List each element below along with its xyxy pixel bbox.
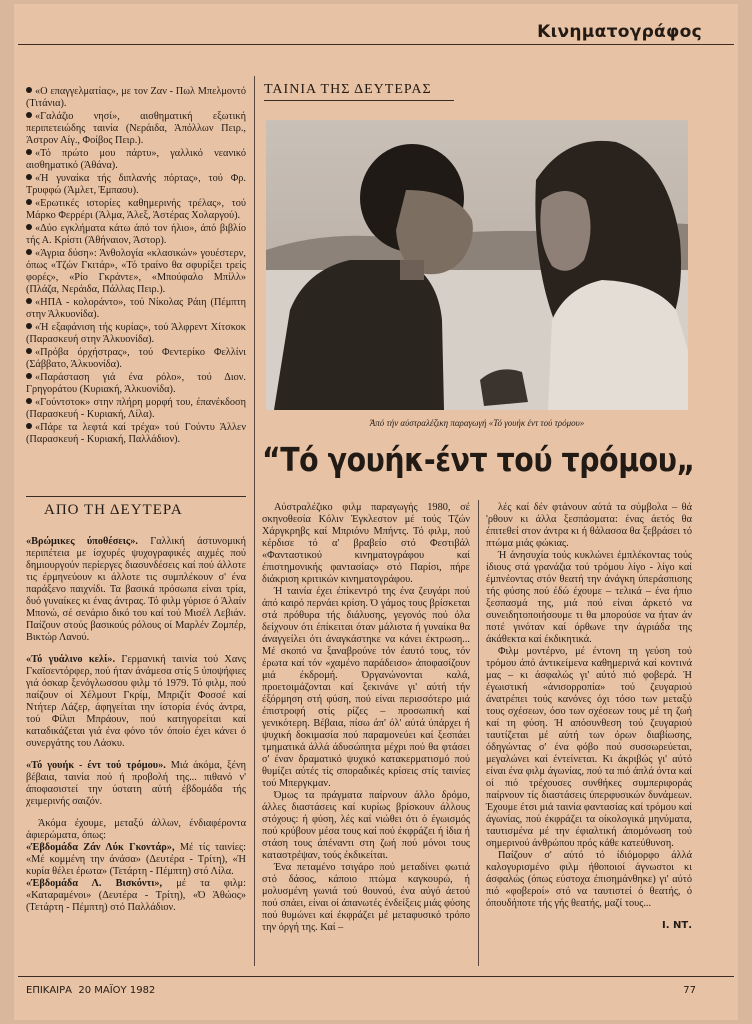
apo-paragraph xyxy=(26,760,246,808)
article-paragraph: Ή άνησυχία τούς κυκλώνει έμπλέκοντας τούς ίδιους στά γρανάζια τού τρόμου λίγο - λίγο καί έμπνέοντας στόν θεατή την άνάγκη ύπεράσπισης τής φύσης πού έδώ έχουμε – τελικά – ένα ήπιο ξεσπασμά της, μιά πού είναι άρκετό να συνειδητοποιήσουμε τι θα μπορούσε να ήταν άν ποτέ γινόταν καί όρθωνε την άγριάδα της άκάθεκτα καί έκδικητικά. xyxy=(486,550,692,645)
bullet-icon xyxy=(26,398,32,404)
bullet-icon xyxy=(26,112,32,118)
listing-item xyxy=(26,347,246,371)
article-column-right xyxy=(486,502,692,932)
bottom-rule xyxy=(18,976,734,977)
bullet-icon xyxy=(26,423,32,429)
page-number: 77 xyxy=(683,985,696,996)
article-paragraph: Αύστραλέζικο φιλμ παραγωγής 1980, σέ σκηνοθεσία Κόλιν Έγκλεστον μέ τούς Τζών Χάργκρηβς καί Μπριόνυ Μπήντς. Τό φιλμ, πού κέρδισε τό α' βραβείο στό Φεστιβάλ «Φανταστικού κινηματογράφου καί έπιστημονικής φαντασίας» στό Παρίσι, πήρε διάκριση κριτικών κινηματογράφου. xyxy=(262,502,470,585)
apo-paragraph xyxy=(26,654,246,750)
listing-item xyxy=(26,422,246,446)
apo-lead: «Τό γουήκ - έντ τού τρόμου». xyxy=(26,760,166,771)
bullet-icon xyxy=(26,224,32,230)
article-column-middle xyxy=(262,502,470,934)
listing-text: «ΗΠΑ - κολοράντο», τού Νίκολας Ράιη (Πέμπτη στην Άλκυονίδα). xyxy=(26,297,246,320)
tainia-head-underline xyxy=(264,100,454,101)
article-headline: “Τό γουήκ-έντ τού τρόμου„ xyxy=(262,440,695,479)
listing-text: «Παράσταση γιά ένα ρόλο», τού Διον. Γρηγοράτου (Κυριακή, Άλκυονίδα). xyxy=(26,372,246,395)
listing-item xyxy=(26,173,246,197)
listing-item xyxy=(26,111,246,147)
listing-item xyxy=(26,297,246,321)
listing-item xyxy=(26,198,246,222)
author-signature: Ι. ΝΤ. xyxy=(662,920,692,931)
apo-text: Μέ τίς ταινίες: «Μέ κομμένη την άνάσα» (Δευτέρα - Τρίτη), «Ή κυρία θέλει έρωτα» (Τετάρτη - Πέμπτη) στό Λίλα. xyxy=(26,842,246,877)
section-title: Κινηματογράφος xyxy=(537,22,702,42)
article-paragraph: Όμως τα πράγματα παίρνουν άλλο δρόμο, άλλες διαστάσεις καί κυρίως βρίσκουν άλλους στόχους: ή φύση, λές καί νιώθει ότι ό έγωισμός πού κρύβουν μέσα τους καί πού έκφράζει ή ίδια ή στάση τους άπέναντι στη ζωή πού μόνοι τους καταστρέψαν, τούς έκδικείται. xyxy=(262,790,470,861)
bullet-icon xyxy=(26,323,32,329)
listing-item xyxy=(26,372,246,396)
footer-magazine-date: ΕΠΙΚΑΙΡΑ 20 ΜΑΪΟΥ 1982 xyxy=(26,985,156,996)
apo-paragraph xyxy=(26,536,246,644)
apo-paragraph xyxy=(26,842,246,878)
listing-text: «Γούντστοκ» στην πλήρη μορφή του, έπανέκδοση (Παρασκευή - Κυριακή, Λίλα). xyxy=(26,397,246,420)
listing-text: «Άγρια δύση»: Άνθολογία «κλασικών» γουέστερν, όπως «Τζών Γκιτάρ», «Τό τραίνο θα σφυρίξει τρείς φορές», «Ρίο Γκράντε», «Μπούφαλο Μπίλλ» (Πλάζα, Νεράιδα, Πάλλας Πειρ.). xyxy=(26,248,246,295)
bullet-icon xyxy=(26,174,32,180)
apo-heading: ΑΠΟ ΤΗ ΔΕΥΤΕΡΑ xyxy=(44,502,183,518)
article-paragraph: λές καί δέν φτάνουν αύτά τα σύμβολα – θά 'ρθουν κι άλλα ξεσπάσματα: ένας άετός θα έπιτεθεί στον άντρα κι ή θάλασσα θα ξεβράσει τό πτώμα μιάς φώκιας. xyxy=(486,502,692,549)
article-paragraph: Παίζουν σ' αύτό τό ίδιόμορφο άλλά καλογυρισμένο φιλμ ήθοποιοί άγνωστοι κι άσφαλώς (όπως εύστοχα έπισημάνθηκε) γι' αύτό πιό «φοβεροί» στό να ταυτιστεί ό θεατής, ό όπουδήποτε τής γής θεατής, μαζί τους... xyxy=(486,850,692,909)
listing-text: «Τό πρώτο μου πάρτυ», γαλλικό νεανικό αισθηματικό (Άθάνα). xyxy=(26,148,246,171)
listing-text: «Δύο εγκλήματα κάτω άπό τον ήλιο», άπό βιβλίο τής Α. Κρίστι (Άθήναιον, Άστορ). xyxy=(26,223,246,246)
divider-right xyxy=(478,500,479,966)
tainia-heading: ΤΑΙΝΙΑ ΤΗΣ ΔΕΥΤΕΡΑΣ xyxy=(264,82,432,97)
listing-item xyxy=(26,248,246,296)
apo-lead: «Έβδομάδα Λ. Βισκόντι», xyxy=(26,878,163,889)
apo-lead: «Βρώμικες ύποθέσεις». xyxy=(26,536,138,547)
apo-text: Μιά άκόμα, ξένη βέβαια, ταινία πού ή προβολή της... πιθανό ν' άποφασιστεί την ύστατη αύτή έβδομάδα τής χειμερινής σαιζόν. xyxy=(26,760,246,807)
listing-text: «Ή γυναίκα τής διπλανής πόρτας», τού Φρ. Τρυφφώ (Άμλετ, Έμπασυ). xyxy=(26,173,246,196)
film-still-photo xyxy=(266,120,688,410)
bullet-icon xyxy=(26,348,32,354)
listing-text: «Ερωτικές ιστορίες καθημερινής τρέλας», τού Μάρκο Φερρέρι (Άλμα, Άλεξ, Άστέρας Χολαργού). xyxy=(26,198,246,221)
bullet-icon xyxy=(26,199,32,205)
divider-left xyxy=(254,76,255,966)
article-paragraph: Ή ταινία έχει έπίκεντρό της ένα ζευγάρι πού άπό καιρό περνάει κρίση. Ό γάμος τους βρίσκεται στά πρόθυρα τής διάλυσης, γεγονός πού όλα δείχνουν ότι έπίκειται όταν μάλιστα ή γυναίκα θα άναγγείλει ότι άναγκάστηκε να κάνει έκτρωση... Μέ σκοπό να ξαναβρούνε τόν έαυτό τους, τόν έρωτα καί τόν «χαμένο παράδεισο» άποφασίζουν μιά έκδρομή. Όργανώνονται καλά, προετοιμάζονται καί ξεκινάνε γι' αύτή τήν έξόρμηση στή φύση, πού είναι περισσότερο μιά έπιστροφή στίς ρίζες – προσωπική καί γενικότερη. Βέβαια, πίσω άπ' όλ' αύτά ύπάρχει ή ψυχική δοκιμασία πού παραμονεύει καί ξεσπάει τμηματικά άλλά άδυσώπητα μέχρι πού θα φτάσει σ' έναν δραματικό ψυχικό κατακερματισμό πού θυμίζει αύτές τίς σποραδικές κρίσεις στίς ταινίες τού Μπεργκμαν. xyxy=(262,586,470,789)
listing-item xyxy=(26,148,246,172)
listing-item xyxy=(26,223,246,247)
listing-text: «Ή εξαφάνιση τής κυρίας», τού Άλφρεντ Χίτσκοκ (Παρασκευή στην Άλκυονίδα). xyxy=(26,322,246,345)
apo-text: μέ τα φιλμ: «Καταραμένοι» (Δευτέρα - Τρίτη), «Ό Άθώος» (Τετάρτη - Πέμπτη) στό Παλλάδιον. xyxy=(26,878,246,913)
apo-lead: «Τό γυάλινο κελί». xyxy=(26,654,116,665)
bullet-icon xyxy=(26,149,32,155)
apo-column xyxy=(26,536,246,914)
cinema-listings xyxy=(26,86,246,447)
top-rule xyxy=(18,44,734,45)
article-paragraph: Ένα πεταμένο τσιγάρο πού μεταδίνει φωτιά στό δάσος, κάποιο πτώμα καγκουρώ, ή μολυσμένη γωνιά τού θουνού, ένα αύγό άετού πού σπάει, είναι οί άπανωτές ένδείξεις μιάς φύσης πού θυμώνει καί έκφράζει μέ μεταφυσικό τρόπο την όργή της. Καί – xyxy=(262,862,470,933)
apo-text: Άκόμα έχουμε, μεταξύ άλλων, ένδιαφέροντα άφιερώματα, όπως: xyxy=(26,818,246,841)
apo-text: Γερμανική ταινία τού Χανς Γκαϊσεντόρφερ, πού ήταν άνάμεσα στίς 5 ύποψήφιες γιά όσκαρ ξενόγλωσσου φιλμ τό 1979. Τό φιλμ, πού παίζουν οί Χέλμουτ Γκρίμ, Μπριζίτ Φοσσέ καί Ντήτερ Λάζερ, άφηγείται την ίστορία ένός άντρα, τού Φίλιπ Μπράουν, πού κατηγορείται καί καταδικάζεται γιά ένα φόνο τόν όποίο έχει κάνει ό συνεργάτης του Λάσκυ. xyxy=(26,654,246,749)
apo-text: Γαλλική άστυνομική περιπέτεια με ίσχυρές ψυχογραφικές αιχμές πού δημιουργούν περίεργες διασυνδέσεις καί πού άλλοτε τις έρμηνεύουν κι άλλοτε τις συμπλέκουν σ' ένα παράξενο παιχνίδι. Τα βασικά πρόσωπα είναι τρία, δυό γυναίκες κι ένας άντρας. Τό φιλμ γύρισε ό Άλαίν Μπονώ, σέ σενάριο δικό του καί τού Μισέλ Λεβιάν. Παίζουν στούς βασικούς ρόλους οί Μαρλέν Ζομπέρ, Βικτώρ Λανού. xyxy=(26,536,246,643)
listing-text: «Πάρε τα λεφτά καί τρέχα» τού Γούντυ Άλλεν (Παρασκευή - Κυριακή, Παλλάδιον). xyxy=(26,422,246,445)
photo-caption: Άπό τήν αύστραλέζικη παραγωγή «Τό γουήκ έντ τού τρόμου» xyxy=(369,418,585,428)
listing-text: «Ο επαγγελματίας», με τον Ζαν - Πωλ Μπελμοντό (Τιτάνια). xyxy=(26,86,246,109)
apo-paragraph xyxy=(26,878,246,914)
article-paragraph: Φιλμ μοντέρνο, μέ έντονη τη γεύση τού τρόμου άπό άντικείμενα καθημερινά καί κοντινά μας – κι άσφαλώς γι' αύτό πιό φοβερά. Ή έγωιστική «άνισορροπία» τού ζευγαριού άνατρέπει τούς κανόνες όχι τόσο των μεταξύ τους σχέσεων, όσο των σχέσεων τους μέ τη ζωή καί τη φύση. Ή απόσυνθεση τού ζευγαριού ταυτίζεται μέ αύτή των όρων διαβίωσης, όδηγώντας σ' ένα φόβο πού συσσωρεύεται, μεγαλώνει καί έντείνεται. Κι άκριβώς γι' αύτό είναι ένα φιλμ άγωνίας, πού τα πιό άπλά όντα καί οί πιό τρέχουσες συνθήκες συμπεριφοράς παίρνουν τίς διαστάσεις ύπερφυσικών δυνάμεων. Έχουμε έτσι μιά ταινία φαντασίας καί τρόμου καί άγωνίας, πού έκφράζει τα οίκολογικά μηνύματα, ταυτισμένα μέ την έφιαλτική άπομόνωση τού σημερινού άνθρώπου πρός κάθε κατεύθυνση. xyxy=(486,646,692,849)
bullet-icon xyxy=(26,298,32,304)
bullet-icon xyxy=(26,249,32,255)
listing-text: «Πρόβα όρχήστρας», τού Φεντερίκο Φελλίνι (Σάββατο, Άλκυονίδα). xyxy=(26,347,246,370)
apo-lead: «Έβδομάδα Ζάν Λύκ Γκοντάρ», xyxy=(26,842,175,853)
apo-paragraph xyxy=(26,818,246,842)
bullet-icon xyxy=(26,373,32,379)
apo-head-rule xyxy=(26,496,246,497)
listing-text: «Γαλάζιο νησί», αισθηματική εξωτική περιπετειώδης ταινία (Νεράιδα, Άπόλλων Πειρ., Άστρον Αίγ., Φοίβος Πειρ.). xyxy=(26,111,246,146)
listing-item xyxy=(26,322,246,346)
listing-item xyxy=(26,86,246,110)
bullet-icon xyxy=(26,87,32,93)
listing-item xyxy=(26,397,246,421)
film-still-image xyxy=(266,120,688,410)
